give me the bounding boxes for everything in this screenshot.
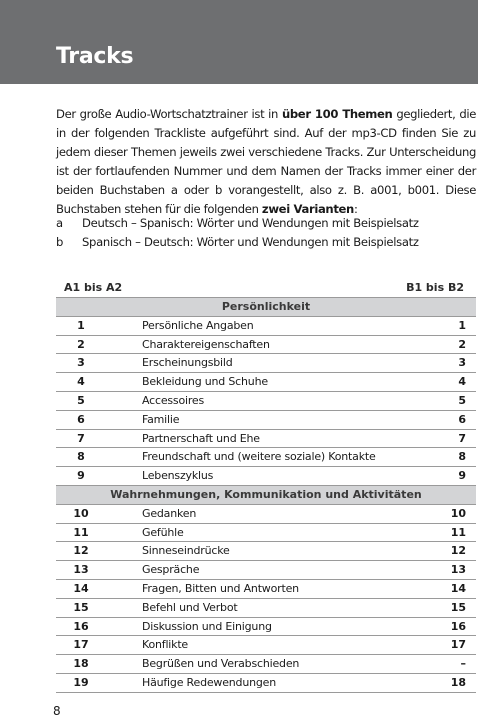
table-row — [56, 336, 476, 355]
variants-list — [56, 214, 476, 252]
track-number-b: 1 — [458, 318, 466, 332]
track-number-a: 10 — [73, 506, 89, 520]
track-number-a: 8 — [77, 450, 85, 464]
track-number-a: 13 — [73, 563, 89, 577]
table-row — [56, 354, 476, 373]
track-number-b: 12 — [450, 544, 466, 558]
table-row — [56, 411, 476, 430]
track-number-a: 3 — [77, 356, 85, 370]
table-row — [56, 542, 476, 561]
track-number-b: 13 — [450, 563, 466, 577]
track-title: Sinneseindrücke — [142, 544, 230, 558]
level-a-header: A1 bis A2 — [64, 281, 123, 294]
table-row — [56, 524, 476, 543]
track-title: Konflikte — [142, 638, 189, 652]
table-row — [56, 599, 476, 618]
table-row — [56, 317, 476, 336]
track-number-a: 17 — [73, 638, 89, 652]
track-number-b: 16 — [450, 619, 466, 633]
intro-paragraph — [56, 105, 476, 219]
table-row — [56, 448, 476, 467]
variant-key: b — [56, 235, 64, 249]
track-title: Häufige Redewendungen — [142, 675, 277, 689]
intro-bold-topics: über 100 Themen — [281, 107, 393, 121]
intro-text: gegliedert, die in der folgenden Trackliste aufgeführt sind. Auf der mp3-CD finden Sie zu jedem dieser Themen jeweils zwei verschiedene Tracks. Zur Unterscheidung ist der fortlaufenden Nummer und dem Namen der Tracks immer einer der beiden Buchstaben a oder b vorangestellt, also z. B. a001, b001. Diese Buchstaben stehen für die folgenden — [56, 107, 476, 216]
track-number-b: 18 — [450, 675, 466, 689]
table-row — [56, 561, 476, 580]
track-number-b: 4 — [458, 375, 466, 389]
track-number-b: – — [460, 657, 466, 671]
track-number-a: 16 — [73, 619, 89, 633]
track-title: Persönliche Angaben — [142, 318, 254, 332]
table-header — [56, 279, 476, 297]
track-number-a: 7 — [77, 431, 85, 445]
table-row — [56, 636, 476, 655]
track-number-b: 11 — [450, 525, 466, 539]
section-header: Persönlichkeit — [56, 298, 476, 317]
table-row — [56, 655, 476, 674]
track-title: Familie — [142, 412, 180, 426]
track-number-a: 6 — [77, 412, 85, 426]
level-b-header: B1 bis B2 — [406, 281, 464, 294]
track-number-a: 4 — [77, 375, 85, 389]
track-number-a: 12 — [73, 544, 89, 558]
track-title: Bekleidung und Schuhe — [142, 375, 268, 389]
section-header: Wahrnehmungen, Kommunikation und Aktivitäten — [56, 486, 476, 505]
track-number-b: 3 — [458, 356, 466, 370]
track-title: Freundschaft und (weitere soziale) Kontakte — [142, 450, 376, 464]
track-title: Gespräche — [142, 563, 200, 577]
track-number-a: 14 — [73, 581, 89, 595]
track-title: Charaktereigenschaften — [142, 337, 270, 351]
variant-text: Deutsch – Spanisch: Wörter und Wendungen mit Beispielsatz — [82, 216, 419, 230]
track-title: Begrüßen und Verabschieden — [142, 657, 300, 671]
variant-key: a — [56, 216, 63, 230]
intro-bold-variants: zwei Varianten — [261, 202, 354, 216]
table-row — [56, 430, 476, 449]
intro-text: Der große Audio-Wortschatztrainer ist in — [56, 107, 282, 121]
track-number-b: 15 — [450, 600, 466, 614]
track-number-a: 9 — [77, 469, 85, 483]
table-row — [56, 580, 476, 599]
table-row — [56, 467, 476, 486]
track-title: Accessoires — [142, 393, 205, 407]
track-title: Partnerschaft und Ehe — [142, 431, 260, 445]
table-row — [56, 373, 476, 392]
track-title: Gedanken — [142, 506, 197, 520]
track-number-b: 7 — [458, 431, 466, 445]
track-table — [56, 297, 476, 693]
table-row — [56, 505, 476, 524]
track-number-a: 11 — [73, 525, 89, 539]
track-number-b: 9 — [458, 469, 466, 483]
intro-text: : — [353, 202, 358, 216]
page-title: Tracks — [56, 44, 134, 69]
track-number-a: 18 — [73, 657, 89, 671]
variant-text: Spanisch – Deutsch: Wörter und Wendungen mit Beispielsatz — [82, 235, 419, 249]
track-title: Erscheinungsbild — [142, 356, 233, 370]
track-title: Diskussion und Einigung — [142, 619, 272, 633]
track-number-b: 2 — [458, 337, 466, 351]
variant-item — [56, 233, 476, 252]
variant-item — [56, 214, 476, 233]
track-title: Lebenszyklus — [142, 469, 214, 483]
track-number-b: 5 — [458, 393, 466, 407]
table-row — [56, 392, 476, 411]
header-bar — [0, 0, 478, 84]
track-number-a: 15 — [73, 600, 89, 614]
table-row — [56, 674, 476, 693]
page-number: 8 — [53, 704, 61, 718]
track-number-a: 5 — [77, 393, 85, 407]
track-number-a: 2 — [77, 337, 85, 351]
track-number-b: 8 — [458, 450, 466, 464]
track-number-a: 1 — [77, 318, 85, 332]
track-title: Gefühle — [142, 525, 184, 539]
track-number-a: 19 — [73, 675, 89, 689]
track-number-b: 10 — [450, 506, 466, 520]
track-title: Fragen, Bitten und Antworten — [142, 581, 299, 595]
track-number-b: 17 — [450, 638, 466, 652]
track-number-b: 6 — [458, 412, 466, 426]
track-title: Befehl und Verbot — [142, 600, 238, 614]
table-row — [56, 618, 476, 637]
track-number-b: 14 — [450, 581, 466, 595]
